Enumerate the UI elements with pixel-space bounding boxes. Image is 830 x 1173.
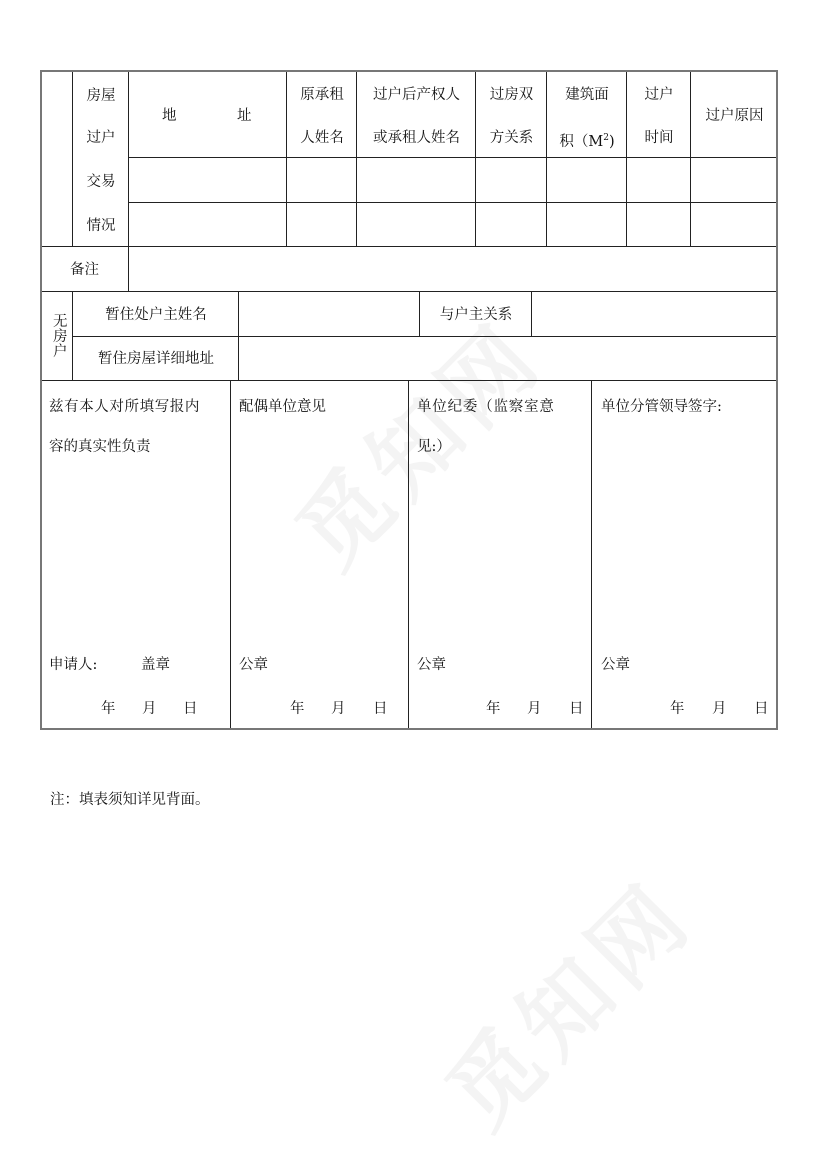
header-text: 方关系 bbox=[489, 130, 534, 146]
date-day: 日 bbox=[183, 701, 198, 717]
date-year: 年 bbox=[290, 701, 305, 717]
input-cell[interactable] bbox=[129, 158, 287, 203]
date-month: 月 bbox=[331, 701, 346, 717]
spouse-title: 配偶单位意见 bbox=[239, 399, 326, 415]
header-text: 过房双 bbox=[489, 87, 534, 103]
date-month: 月 bbox=[527, 701, 542, 717]
remarks-label: 备注 bbox=[70, 262, 99, 278]
discipline-cell[interactable] bbox=[409, 381, 592, 730]
address-label: 暂住房屋详细地址 bbox=[98, 351, 214, 367]
blank-cell bbox=[40, 70, 73, 247]
seal-label: 盖章 bbox=[141, 657, 170, 673]
label-text: 过户 bbox=[86, 130, 116, 146]
label-text: 交易 bbox=[86, 174, 116, 190]
label-text: 情况 bbox=[86, 218, 116, 234]
date-day: 日 bbox=[569, 701, 584, 717]
seal-label: 公章 bbox=[239, 657, 268, 673]
header-text: 原承租 bbox=[300, 87, 344, 103]
date-day: 日 bbox=[373, 701, 388, 717]
leader-cell[interactable] bbox=[592, 381, 778, 730]
leader-title: 单位分管领导签字: bbox=[601, 399, 722, 415]
footnote: 注：填表须知详见背面。 bbox=[50, 792, 210, 808]
applicant-text: 兹有本人对所填写报内 bbox=[49, 399, 200, 415]
date-month: 月 bbox=[142, 701, 157, 717]
applicant-cell[interactable] bbox=[40, 381, 231, 730]
input-cell[interactable] bbox=[357, 203, 476, 247]
input-cell[interactable] bbox=[287, 158, 357, 203]
header-address bbox=[129, 70, 287, 158]
header-text: 时间 bbox=[644, 130, 674, 146]
date-year: 年 bbox=[670, 701, 685, 717]
header-text: 过户后产权人 bbox=[373, 87, 460, 103]
host-name-input[interactable] bbox=[239, 292, 420, 337]
header-text: 地 bbox=[162, 108, 177, 124]
relation-label: 与户主关系 bbox=[439, 307, 513, 323]
input-cell[interactable] bbox=[547, 158, 627, 203]
header-text: 址 bbox=[237, 108, 252, 124]
label-text: 房屋 bbox=[86, 88, 116, 104]
remarks-input[interactable] bbox=[129, 247, 778, 292]
homeless-label-text: 无房户 bbox=[53, 314, 68, 360]
header-text: 或承租人姓名 bbox=[373, 130, 460, 146]
discipline-text: 单位纪委（监察室意 bbox=[417, 399, 555, 415]
host-name-label: 暂住处户主姓名 bbox=[105, 307, 207, 323]
date-year: 年 bbox=[101, 701, 116, 717]
header-text: 过户原因 bbox=[705, 108, 764, 124]
date-year: 年 bbox=[486, 701, 501, 717]
input-cell[interactable] bbox=[547, 203, 627, 247]
seal-label: 公章 bbox=[601, 657, 630, 673]
input-cell[interactable] bbox=[691, 158, 778, 203]
discipline-text: 见:） bbox=[417, 439, 451, 455]
applicant-text: 容的真实性负责 bbox=[49, 439, 151, 455]
input-cell[interactable] bbox=[287, 203, 357, 247]
relation-input[interactable] bbox=[532, 292, 778, 337]
spouse-unit-cell[interactable] bbox=[231, 381, 409, 730]
watermark bbox=[432, 867, 708, 1143]
input-cell[interactable] bbox=[129, 203, 287, 247]
date-month: 月 bbox=[712, 701, 727, 717]
header-text: 人姓名 bbox=[300, 130, 344, 146]
applicant-sign-label: 申请人: bbox=[49, 657, 98, 673]
input-cell[interactable] bbox=[357, 158, 476, 203]
input-cell[interactable] bbox=[476, 203, 547, 247]
seal-label: 公章 bbox=[417, 657, 446, 673]
input-cell[interactable] bbox=[627, 158, 691, 203]
input-cell[interactable] bbox=[691, 203, 778, 247]
address-input[interactable] bbox=[239, 337, 778, 381]
date-day: 日 bbox=[754, 701, 769, 717]
header-text: 积$(M^2)$ bbox=[559, 133, 615, 150]
input-cell[interactable] bbox=[476, 158, 547, 203]
header-text: 过户 bbox=[644, 87, 674, 103]
input-cell[interactable] bbox=[627, 203, 691, 247]
header-text: 建筑面 bbox=[565, 87, 609, 103]
